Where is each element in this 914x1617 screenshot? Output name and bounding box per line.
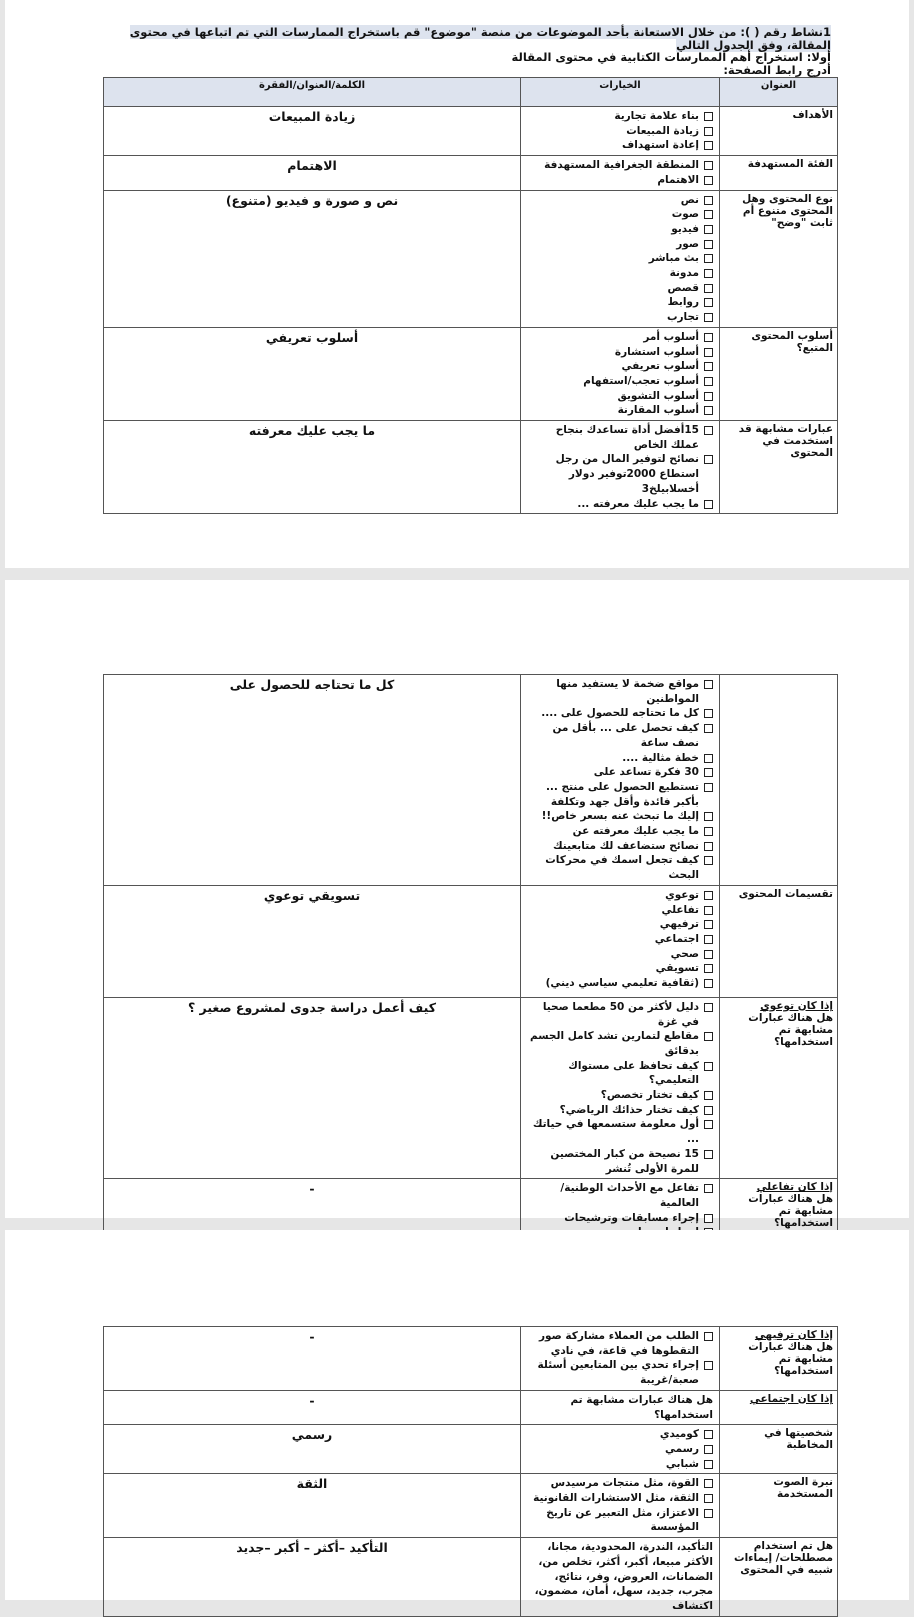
row-heading: إذا كان اجتماعي — [749, 1392, 833, 1405]
row-title: نوع المحتوى وهل المحتوى متنوع أم ثابت "وضح" — [720, 190, 838, 327]
option-item: القوة، مثل منتجات مرسيدس — [525, 1476, 713, 1491]
practices-table — [103, 77, 838, 514]
table-row — [104, 156, 838, 190]
table-row — [104, 421, 838, 514]
column-header-answer: الكلمة/العنوان/الفقرة — [104, 78, 521, 107]
option-item: ترفيهي — [525, 917, 713, 932]
table-header-row — [104, 78, 838, 107]
row-heading: إذا كان ترفيهي — [754, 1329, 833, 1341]
option-item: دليل لأكثر من 50 مطعما صحيا في غزة — [525, 1000, 713, 1029]
option-item: إجراء مسابقات وترشيحات — [525, 1211, 713, 1226]
option-item: إعادة استهداف — [525, 138, 713, 153]
row-options — [521, 1538, 720, 1617]
option-item: ما يجب عليك معرفته ... — [525, 497, 713, 512]
option-item: مقاطع لتمارين تشد كامل الجسم بدقائق — [525, 1029, 713, 1058]
row-title — [720, 997, 838, 1178]
document-page-1 — [5, 0, 909, 568]
column-header-title: العنوان — [720, 78, 838, 107]
row-answer: الاهتمام — [104, 156, 521, 190]
row-answer: الثقة — [104, 1474, 521, 1538]
option-item: 15 نصيحة من كبار المختصين للمرة الأولى تُنشر — [525, 1147, 713, 1176]
option-item: (ثقافية تعليمي سياسي ديني) — [525, 976, 713, 991]
table-row — [104, 1474, 838, 1538]
option-item: أسلوب المقارنة — [525, 403, 713, 418]
row-answer: أسلوب تعريفي — [104, 327, 521, 420]
row-options — [521, 1327, 720, 1391]
option-item: مدونة — [525, 266, 713, 281]
practices-table-continued — [103, 674, 838, 1243]
option-item: صوت — [525, 207, 713, 222]
table-row — [104, 327, 838, 420]
row-answer: التأكيد –أكثر – أكبر –جديد — [104, 1538, 521, 1617]
option-item: نص — [525, 193, 713, 208]
row-options — [521, 327, 720, 420]
option-item: قصص — [525, 281, 713, 296]
option-item: الثقة، مثل الاستشارات القانونية — [525, 1491, 713, 1506]
row-answer: زيادة المبيعات — [104, 107, 521, 156]
row-title: الأهداف — [720, 107, 838, 156]
row-answer: ما يجب عليك معرفته — [104, 421, 521, 514]
table-row — [104, 1390, 838, 1424]
row-options — [521, 156, 720, 190]
table-row — [104, 1327, 838, 1391]
option-item: 30 فكرة تساعد على — [525, 765, 713, 780]
option-item: خطة مثالية .... — [525, 751, 713, 766]
column-header-options: الخيارات — [521, 78, 720, 107]
option-item: زيادة المبيعات — [525, 124, 713, 139]
option-item: نصائح لتوفير المال من رجل استطاع 2000توفير دولار أخسلابيلخ3 — [525, 452, 713, 496]
option-item: رسمي — [525, 1442, 713, 1457]
section-heading: أولا: استخراج أهم الممارسات الكتابية في محتوى المقالة — [511, 50, 831, 64]
option-item: إليك ما تبحث عنه بسعر خاص!! — [525, 809, 713, 824]
option-item: مواقع ضخمة لا يستفيد منها المواطنين — [525, 677, 713, 706]
row-options — [521, 885, 720, 997]
option-text: هل هناك عبارات مشابهة تم استخدامها؟ — [570, 1393, 713, 1421]
row-subheading: هل هناك عبارات مشابهة تم استخدامها؟ — [748, 1193, 833, 1230]
row-answer: - — [104, 1327, 521, 1391]
table-row — [104, 107, 838, 156]
option-item: تفاعلي — [525, 903, 713, 918]
option-item: اجتماعي — [525, 932, 713, 947]
row-options — [521, 997, 720, 1178]
table-row — [104, 1538, 838, 1617]
table-row — [104, 1425, 838, 1474]
option-item: كيف تحصل على ... بأقل من نصف ساعة — [525, 721, 713, 750]
row-answer: كل ما تحتاجه للحصول على — [104, 675, 521, 886]
option-item: تجارب — [525, 310, 713, 325]
option-item: الطلب من العملاء مشاركة صور التقطوها في قاعة، في نادي — [525, 1329, 713, 1358]
option-item: كيف تحافظ على مستواك التعليمي؟ — [525, 1059, 713, 1088]
activity-instruction: 1نشاط رقم ( ): من خلال الاستعانة بأحد الموضوعات من منصة "موضوع" قم باستخراج الممارسات التي تم اتباعها في محتوى المقالة، وفق الجدول التالي — [129, 25, 831, 52]
row-answer: تسويقي توعوي — [104, 885, 521, 997]
row-options — [521, 421, 720, 514]
row-heading: إذا كان توعوي — [760, 999, 833, 1012]
option-item: كيف تختار تخصص؟ — [525, 1088, 713, 1103]
row-title: تقسيمات المحتوى — [720, 885, 838, 997]
table-row — [104, 885, 838, 997]
option-item: شبابي — [525, 1457, 713, 1472]
option-item: صور — [525, 237, 713, 252]
option-item: تستطيع الحصول على منتج ... بأكبر فائدة وأقل جهد وتكلفة — [525, 780, 713, 809]
row-answer: رسمي — [104, 1425, 521, 1474]
table-row — [104, 675, 838, 886]
option-item: نصائح ستضاعف لك متابعينك — [525, 839, 713, 854]
option-item: أسلوب استشارة — [525, 345, 713, 360]
option-item: الاهتمام — [525, 173, 713, 188]
row-answer: نص و صورة و فيديو (متنوع) — [104, 190, 521, 327]
option-item: أسلوب التشويق — [525, 389, 713, 404]
option-item: 15أفضل أداة تساعدك بنجاح عملك الخاص — [525, 423, 713, 452]
option-item: تسويقي — [525, 961, 713, 976]
option-item: أسلوب أمر — [525, 330, 713, 345]
row-title: عبارات مشابهة قد استخدمت في المحتوى — [720, 421, 838, 514]
row-options — [521, 1425, 720, 1474]
row-answer: - — [104, 1390, 521, 1424]
option-item: كيف تجعل اسمك في محركات البحث — [525, 853, 713, 882]
option-item: بث مباشر — [525, 251, 713, 266]
option-item: فيديو — [525, 222, 713, 237]
row-options — [521, 190, 720, 327]
page-link-prompt: أدرج رابط الصفحة: — [723, 62, 831, 77]
row-title: أسلوب المحتوى المتبع؟ — [720, 327, 838, 420]
option-item: كل ما تحتاجه للحصول على .... — [525, 706, 713, 721]
row-title — [720, 675, 838, 886]
row-title — [720, 1327, 838, 1391]
page-header — [85, 26, 831, 76]
option-item: كوميدي — [525, 1427, 713, 1442]
option-item: المنطقة الجغرافية المستهدفة — [525, 158, 713, 173]
option-item: توعوي — [525, 888, 713, 903]
option-item: أول معلومة ستسمعها في حياتك ... — [525, 1117, 713, 1146]
row-options — [521, 1390, 720, 1424]
row-options — [521, 1474, 720, 1538]
row-subheading: هل هناك عبارات مشابهة تم استخدامها؟ — [748, 1011, 833, 1048]
row-title: نبرة الصوت المستخدمة — [720, 1474, 838, 1538]
option-item: الاعتزاز، مثل التعبير عن تاريخ المؤسسة — [525, 1506, 713, 1535]
option-item: إجراء تحدي بين المتابعين أسئلة صعبة/غريبة — [525, 1358, 713, 1387]
row-answer: - — [104, 1179, 521, 1243]
option-item: كيف تختار حذائك الرياضي؟ — [525, 1103, 713, 1118]
table-row — [104, 190, 838, 327]
row-title: الفئة المستهدفة — [720, 156, 838, 190]
option-item: روابط — [525, 295, 713, 310]
row-title — [720, 1390, 838, 1424]
document-page-2 — [5, 580, 909, 1230]
row-title: شخصيتها في المخاطبة — [720, 1425, 838, 1474]
row-title: هل تم استخدام مصطلحات/ إيماءات شبيه في المحتوى — [720, 1538, 838, 1617]
option-item: تفاعل مع الأحداث الوطنية/العالمية — [525, 1181, 713, 1210]
document-page-3 — [5, 1230, 909, 1612]
option-item: بناء علامة تجارية — [525, 109, 713, 124]
row-options — [521, 675, 720, 886]
option-item: أسلوب تعريفي — [525, 359, 713, 374]
option-text: التأكيد، الندرة، المحدودية، مجانا، الأكثر مبيعا، أكبر، أكثر، تخلص من، الضمانات، العروض، وفر، نتائج، مجرب، جديد، سهل، أمان، مضمون، اكتشاف — [534, 1541, 713, 1612]
row-subheading: هل هناك عبارات مشابهة تم استخدامها؟ — [748, 1341, 833, 1377]
table-row — [104, 997, 838, 1178]
option-item: أسلوب تعجب/استفهام — [525, 374, 713, 389]
option-item: صحي — [525, 947, 713, 962]
option-item: ما يجب عليك معرفته عن — [525, 824, 713, 839]
row-answer: كيف أعمل دراسة جدوى لمشروع صغير ؟ — [104, 997, 521, 1178]
row-options — [521, 107, 720, 156]
practices-table-continued — [103, 1326, 838, 1617]
row-heading: إذا كان تفاعلي — [756, 1181, 833, 1194]
